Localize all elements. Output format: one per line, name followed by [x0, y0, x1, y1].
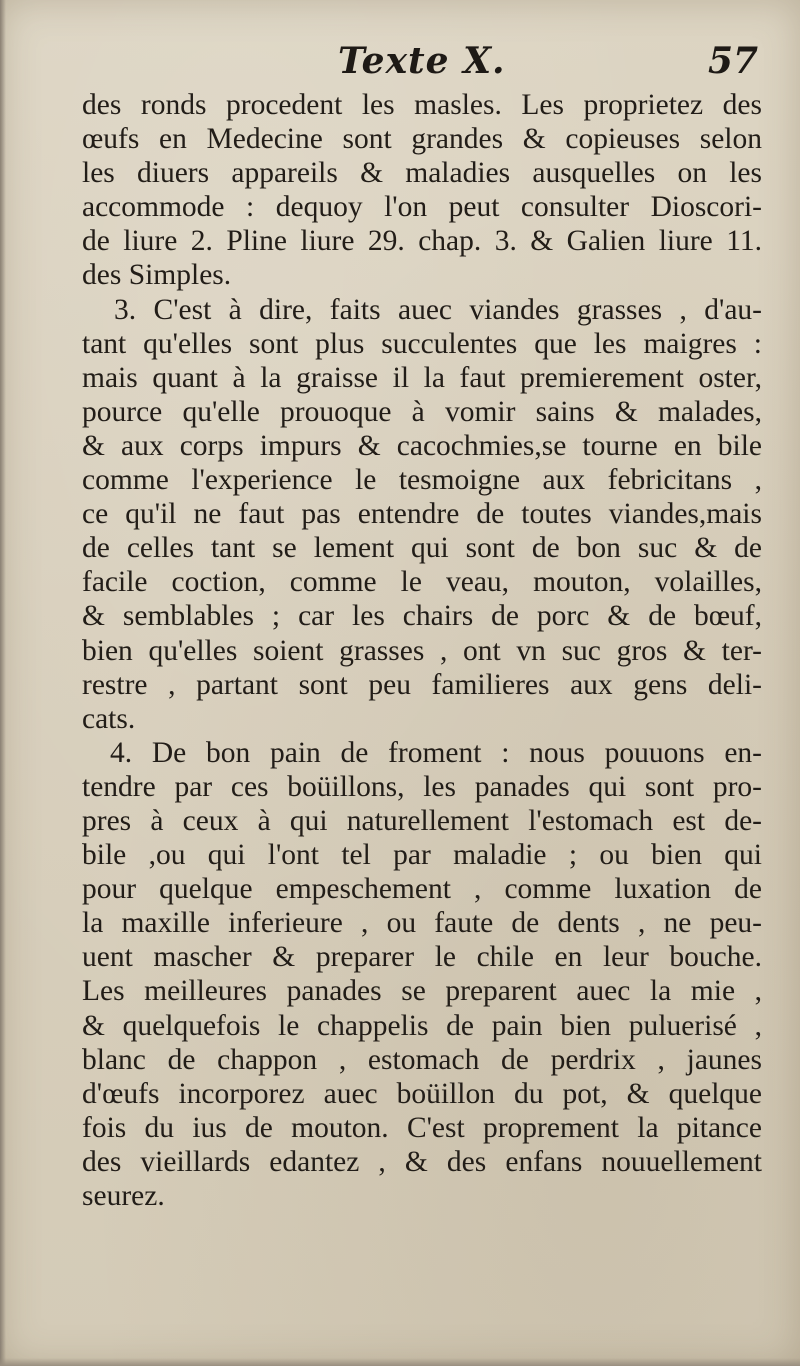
text-line: accommode : dequoy l'on peut consulter Dioscori-: [82, 191, 762, 224]
text-line: Les meilleures panades se preparent auec la mie ,: [82, 975, 762, 1008]
text-line: mais quant à la graisse il la faut premierement oster,: [82, 361, 762, 394]
text-line: comme l'experience le tesmoigne aux febricitans ,: [82, 464, 762, 497]
page-number: 57: [708, 40, 759, 82]
text-line: la maxille inferieure , ou faute de dents , ne peu-: [82, 907, 762, 940]
running-title: Texte X.: [338, 40, 506, 82]
text-line: œufs en Medecine sont grandes & copieuses selon: [82, 123, 762, 156]
text-line: uent mascher & preparer le chile en leur bouche.: [82, 941, 762, 974]
text-line: 4. De bon pain de froment : nous pouuons en-: [110, 736, 762, 769]
text-line: restre , partant sont peu familieres aux gens deli-: [82, 668, 762, 701]
text-line: fois du ius de mouton. C'est proprement la pitance: [82, 1111, 762, 1144]
text-line: ce qu'il ne faut pas entendre de toutes viandes,mais: [82, 498, 762, 531]
page-left-edge-shadow: [0, 0, 6, 1366]
text-line: des ronds procedent les masles. Les proprietez des: [82, 89, 762, 121]
text-line: des Simples.: [82, 259, 232, 292]
text-line: cats.: [82, 702, 136, 735]
page-bottom-edge-shadow: [0, 1358, 800, 1366]
text-line: blanc de chappon , estomach de perdrix , jaunes: [82, 1043, 762, 1076]
text-line: bien qu'elles soient grasses , ont vn suc gros & ter-: [82, 634, 762, 667]
text-line: facile coction, comme le veau, mouton, volailles,: [82, 566, 762, 599]
text-line: 3. C'est à dire, faits auec viandes grasses , d'au-: [114, 293, 762, 326]
text-line: bile ,ou qui l'ont tel par maladie ; ou bien qui: [82, 839, 762, 872]
text-line: tant qu'elles sont plus succulentes que les maigres :: [82, 327, 762, 360]
text-line: pource qu'elle prouoque à vomir sains & malades,: [82, 395, 762, 428]
text-line: & quelquefois le chappelis de pain bien puluerisé ,: [82, 1009, 762, 1042]
text-line: tendre par ces boüillons, les panades qui sont pro-: [82, 770, 762, 803]
text-line: & aux corps impurs & cacochmies,se tourne en bile: [82, 429, 762, 462]
body-text: [82, 88, 762, 1213]
text-line: & semblables ; car les chairs de porc & de bœuf,: [82, 600, 762, 633]
text-line: d'œufs incorporez auec boüillon du pot, & quelque: [82, 1077, 762, 1110]
text-line: de liure 2. Pline liure 29. chap. 3. & Galien liure 11.: [82, 225, 762, 258]
text-line: seurez.: [82, 1180, 165, 1212]
text-line: pour quelque empeschement , comme luxation de: [82, 873, 762, 906]
text-line: de celles tant se lement qui sont de bon suc & de: [82, 532, 762, 565]
text-line: des vieillards edantez , & des enfans nouuellement: [82, 1145, 762, 1178]
text-line: les diuers appareils & maladies ausquelles on les: [82, 157, 762, 190]
text-line: pres à ceux à qui naturellement l'estomach est de-: [82, 804, 762, 837]
page-header: [0, 40, 800, 90]
